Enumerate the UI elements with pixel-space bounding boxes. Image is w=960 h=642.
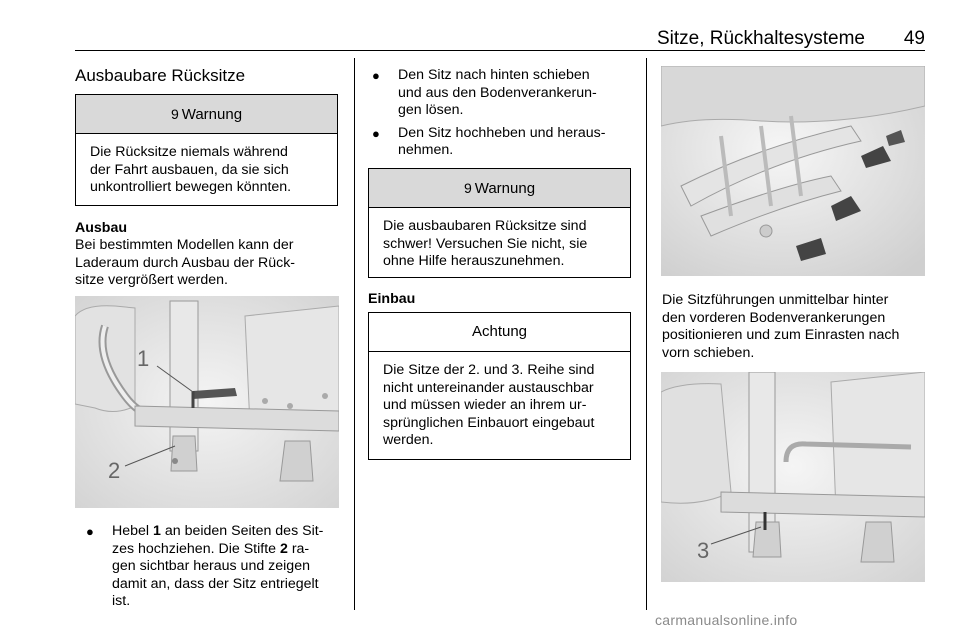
bullet-row bbox=[86, 523, 346, 611]
bullet-line: ist. bbox=[112, 593, 131, 609]
caution-line: nicht untereinander austauschbar bbox=[383, 379, 594, 396]
subheading-ausbau: Ausbau bbox=[75, 220, 128, 236]
bullet-dot: ● bbox=[372, 125, 380, 141]
instruction-line: positionieren und zum Einrasten nach bbox=[662, 327, 900, 343]
bullet-line: gen lösen. bbox=[398, 102, 464, 118]
column-divider-left bbox=[354, 58, 355, 610]
bullet-item bbox=[372, 125, 637, 160]
caution-line: Die Sitze der 2. und 3. Reihe sind bbox=[383, 362, 595, 378]
bullet-text bbox=[398, 67, 597, 120]
warning-box bbox=[368, 168, 631, 278]
page-number: 49 bbox=[903, 28, 925, 49]
bullet-line: und aus den Bodenverankerun- bbox=[398, 84, 597, 101]
bullet-dot: ● bbox=[86, 524, 94, 539]
caution-box bbox=[368, 312, 631, 460]
seat-lever-illustration bbox=[75, 296, 339, 508]
watermark: carmanualsonline.info bbox=[655, 612, 798, 628]
bullet-text-part: ra- bbox=[287, 540, 310, 557]
warning-icon: 9 bbox=[463, 180, 472, 196]
caution-header bbox=[369, 313, 630, 352]
section-heading: Ausbaubare Rücksitze bbox=[75, 66, 246, 85]
column-divider-right bbox=[646, 58, 647, 610]
warning-text bbox=[76, 134, 337, 197]
caution-line: werden. bbox=[383, 432, 434, 448]
warning-line: Die ausbaubaren Rücksitze sind bbox=[383, 218, 587, 234]
caution-title: Achtung bbox=[471, 323, 528, 340]
figure-label-1: 1 bbox=[137, 346, 150, 371]
bullet-text-part: zes hochziehen. Die Stifte bbox=[112, 540, 280, 557]
bullet-text bbox=[112, 523, 323, 611]
pin-number: 2 bbox=[279, 540, 288, 557]
bullet-dot: ● bbox=[372, 68, 380, 83]
warning-title: Warnung bbox=[474, 180, 536, 197]
bullet-list bbox=[372, 67, 637, 160]
warning-header bbox=[76, 95, 337, 134]
seat-anchor-illustration bbox=[661, 372, 925, 582]
bullet-item bbox=[372, 67, 637, 120]
bullet-text-part: Hebel bbox=[112, 523, 154, 539]
warning-header bbox=[369, 169, 630, 208]
section-title: Sitze, Rückhaltesysteme bbox=[656, 28, 865, 49]
warning-title: Warnung bbox=[181, 106, 243, 123]
warning-line: schwer! Versuchen Sie nicht, sie bbox=[383, 235, 588, 252]
bullet-line: gen sichtbar heraus und zeigen bbox=[112, 558, 310, 574]
bullet-text bbox=[398, 125, 605, 160]
seat-rails-drawing bbox=[661, 66, 925, 276]
instruction-paragraph bbox=[662, 292, 932, 362]
bullet-text-part: an beiden Seiten des Sit- bbox=[160, 523, 324, 539]
caution-text bbox=[369, 352, 630, 450]
figure-label-3: 3 bbox=[697, 538, 710, 563]
header-rule bbox=[75, 50, 925, 51]
caution-line: und müssen wieder an ihrem ur- bbox=[383, 397, 587, 413]
intro-line: sitze vergrößert werden. bbox=[75, 272, 228, 288]
bullet-line: Den Sitz hochheben und heraus- bbox=[398, 124, 606, 141]
bullet-item bbox=[86, 523, 346, 611]
instruction-line: Die Sitzführungen unmittelbar hinter bbox=[662, 292, 889, 308]
intro-line: Bei bestimmten Modellen kann der bbox=[75, 237, 294, 253]
intro-paragraph bbox=[75, 237, 295, 290]
bullet-line: Den Sitz nach hinten schieben bbox=[398, 67, 590, 83]
seat-rails-illustration bbox=[661, 66, 925, 276]
instruction-line: vorn schieben. bbox=[662, 344, 755, 361]
bullet-line: nehmen. bbox=[398, 142, 454, 158]
warning-line: Die Rücksitze niemals während bbox=[90, 144, 288, 160]
lever-number: 1 bbox=[153, 523, 161, 539]
warning-line: ohne Hilfe herauszunehmen. bbox=[383, 253, 565, 269]
warning-text bbox=[369, 208, 630, 271]
caution-line: sprünglichen Einbauort eingebaut bbox=[383, 414, 595, 431]
warning-line: der Fahrt ausbauen, da sie sich bbox=[90, 161, 289, 178]
bullet-line: damit an, dass der Sitz entriegelt bbox=[112, 575, 319, 592]
figure-label-2: 2 bbox=[108, 458, 121, 483]
subheading-einbau: Einbau bbox=[368, 291, 416, 307]
intro-line: Laderaum durch Ausbau der Rück- bbox=[75, 254, 296, 271]
warning-box bbox=[75, 94, 338, 206]
warning-line: unkontrolliert bewegen könnten. bbox=[90, 179, 292, 195]
instruction-line: den vorderen Bodenverankerungen bbox=[662, 309, 886, 326]
warning-icon: 9 bbox=[170, 106, 179, 122]
